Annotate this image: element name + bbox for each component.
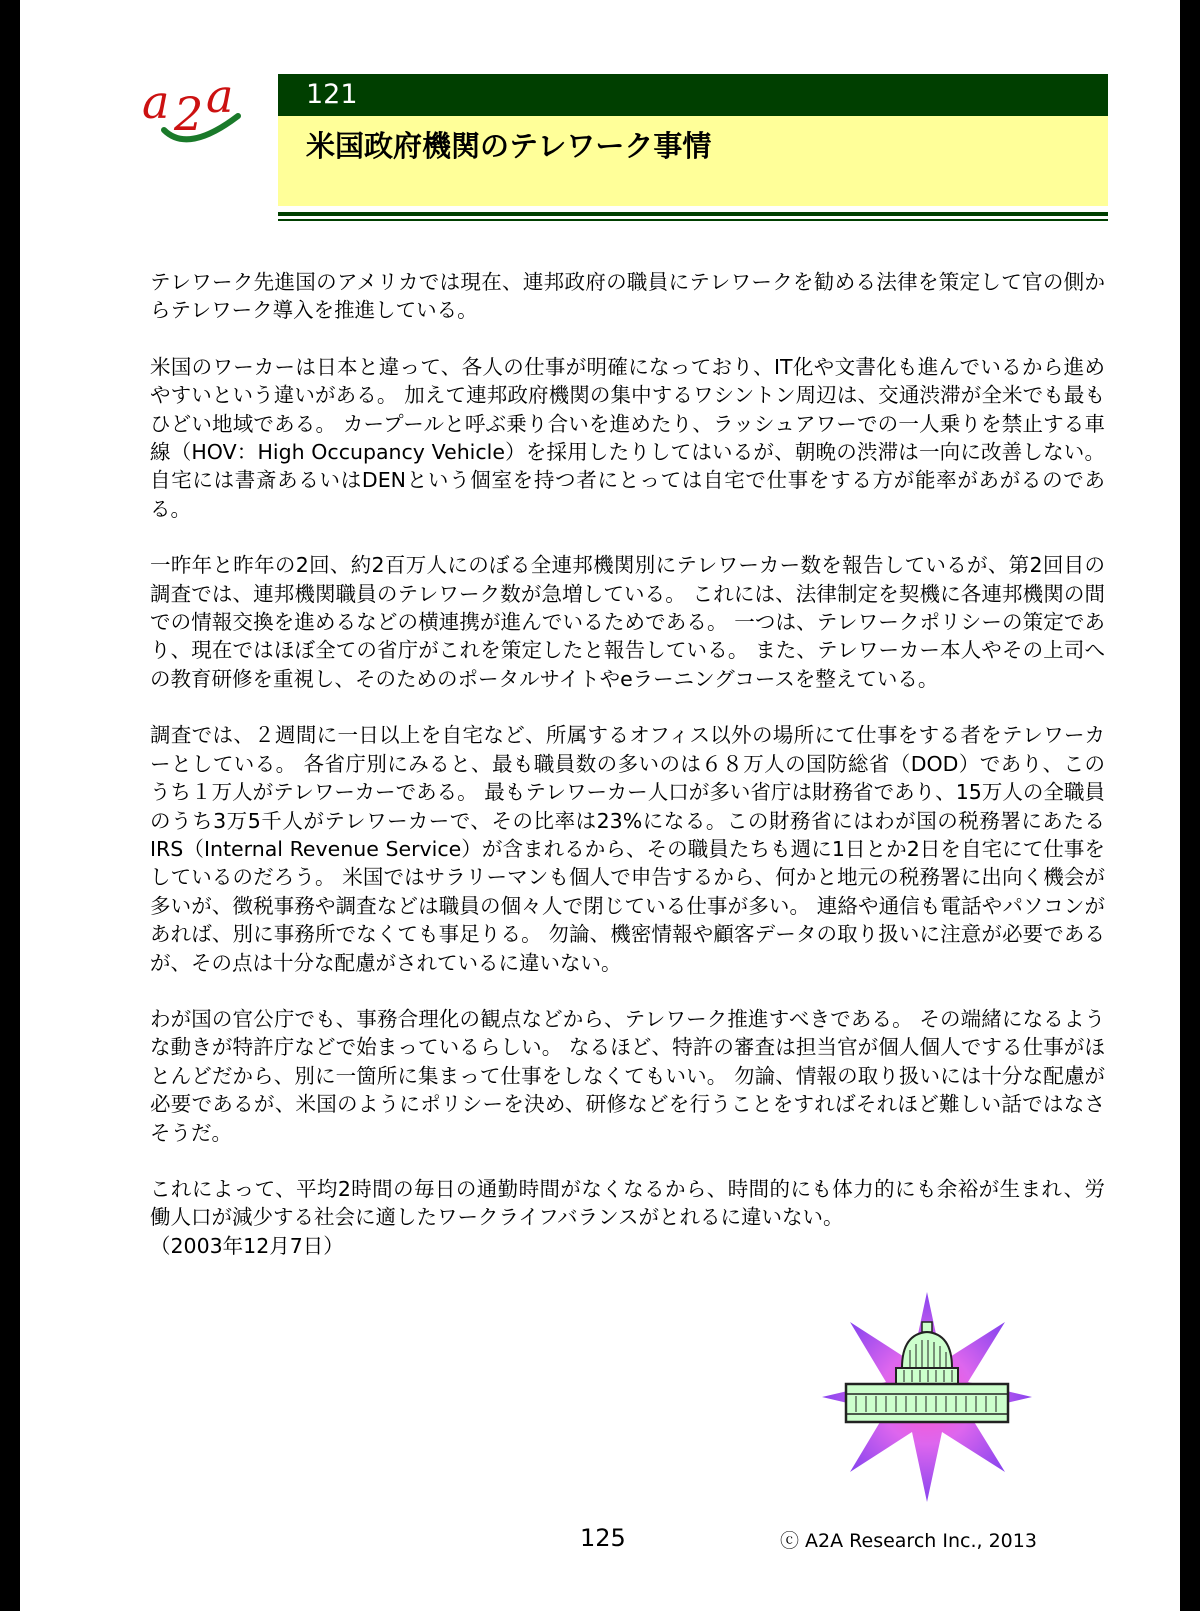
page-title: 米国政府機関のテレワーク事情	[278, 116, 1108, 206]
paragraph-4: 調査では、２週間に一日以上を自宅など、所属するオフィス以外の場所にて仕事をする者をテレワーカーとしている。 各省庁別にみると、最も職員数の多いのは６８万人の国防総省（DOD）であり、このうち１万人がテレワーカーである。 最もテレワーカー人口が多い省庁は財務省であり、15万人の全職員のうち3万5千人がテレワーカーで、その比率は23%になる。この財務省にはわが国の税務署にあたるIRS（Internal Revenue Service）が含まれるから、その職員たちも週に1日とか2日を自宅にて仕事をしているのだろう。 米国ではサラリーマンも個人で申告するから、何かと地元の税務署に出向く機会が多いが、徴税事務や調査などは職員の個々人で閉じている仕事が多い。 連絡や通信も電話やパソコンがあれば、別に事務所でなくても事足りる。 勿論、機密情報や顧客データの取り扱いに注意が必要であるが、その点は十分な配慮がされているに違いない。	[150, 723, 1105, 975]
page	[20, 0, 1180, 1611]
paragraph-2: 米国のワーカーは日本と違って、各人の仕事が明確になっており、IT化や文書化も進んでいるから進めやすいという違いがある。 加えて連邦政府機関の集中するワシントン周辺は、交通渋滞が全米でも最もひどい地域である。 カープールと呼ぶ乗り合いを進めたり、ラッシュアワーでの一人乗りを禁止する車線（HOV：High Occupancy Vehicle）を採用したりしてはいるが、朝晩の渋滞は一向に改善しない。 自宅には書斎あるいはDENという個室を持つ者にとっては自宅で仕事をする方が能率があがるのである。	[150, 354, 1105, 521]
logo-letter-a1: a	[142, 75, 170, 129]
divider-thin	[278, 219, 1108, 221]
closing-paragraph	[150, 1175, 1105, 1260]
dome-top	[922, 1322, 932, 1332]
copyright-notice: ⓒ A2A Research Inc., 2013	[780, 1530, 1037, 1552]
section-number: 121	[278, 74, 1108, 116]
drum	[896, 1368, 958, 1384]
logo-letter-a2: a	[206, 72, 234, 123]
a2a-logo-icon	[138, 72, 258, 154]
divider-thick	[278, 212, 1108, 216]
closing-text: これによって、平均2時間の毎日の通勤時間がなくなるから、時間的にも体力的にも余裕が生まれ、労働人口が減少する社会に適したワークライフバランスがとれるに違いない。	[150, 1176, 1105, 1230]
title-banner	[278, 74, 1108, 206]
article-body	[150, 268, 1105, 1260]
page-number: 125	[580, 1524, 626, 1552]
logo-digit-2: 2	[174, 87, 204, 141]
paragraph-5: わが国の官公庁でも、事務合理化の観点などから、テレワーク推進すべきである。 その端緒になるような動きが特許庁などで始まっているらしい。 なるほど、特許の審査は担当官が個人個人でする仕事がほとんどだから、別に一箇所に集まって仕事をしなくてもいい。 勿論、情報の取り扱いには十分な配慮が必要であるが、米国のようにポリシーを決め、研修などを行うことをすればそれほど難しい話ではなさそうだ。	[150, 1006, 1105, 1145]
paragraph-3: 一昨年と昨年の2回、約2百万人にのぼる全連邦機関別にテレワーカー数を報告しているが、第2回目の調査では、連邦機関職員のテレワーク数が急増している。 これには、法律制定を契機に各連邦機関の間での情報交換を進めるなどの横連携が進んでいるためである。 一つは、テレワークポリシーの策定であり、現在ではほぼ全ての省庁がこれを策定したと報告している。 また、テレワーカー本人やその上司への教育研修を重視し、そのためのポータルサイトやeラーニングコースを整えている。	[150, 553, 1105, 691]
article-date: （2003年12月7日）	[150, 1233, 344, 1258]
paragraph-1: テレワーク先進国のアメリカでは現在、連邦政府の職員にテレワークを勧める法律を策定して官の側からテレワーク導入を推進している。	[150, 270, 1105, 323]
capitol-building-starburst-icon	[820, 1290, 1035, 1505]
building-body	[846, 1384, 1008, 1422]
